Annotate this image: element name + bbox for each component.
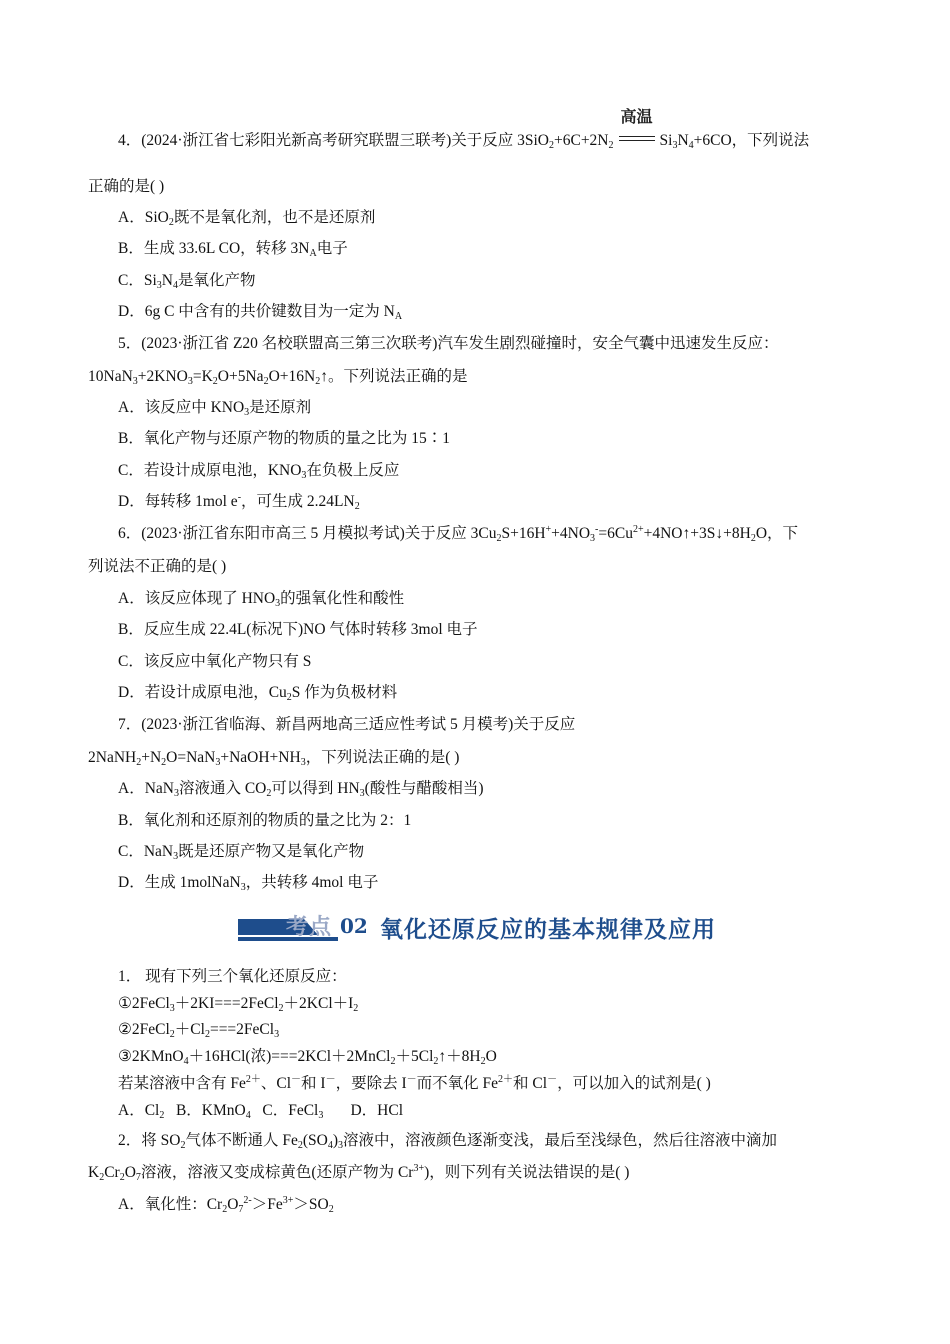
- s2-q1-options: A．$Cl_2$ B．KMnO$_4$ C．FeCl$_3$ D．HCl: [118, 1102, 404, 1121]
- q6-option-a: A．该反应体现了 $HNO_3$的强氧化性和酸性: [118, 590, 405, 609]
- condition-label: 高温: [620, 107, 653, 126]
- q7-option-b: B．氧化剂和还原剂的物质的量之比为 2：1: [118, 812, 412, 829]
- q4-line-1: 4．(2024·浙江省七彩阳光新高考研究联盟三联考)关于反应 $3SiO_2+6C+2N_2$ 高温 $Si_3N_4+6CO$，下列说法: [118, 107, 810, 151]
- s2-q2-line-1: 2．将 $SO_2$气体不断通人 $Fe_2(SO_4)_3$溶液中，溶液颜色逐渐变浅，最后至浅绿色，然后往溶液中滴加: [118, 1132, 778, 1151]
- q5-line-2: $10NaN_3+2KNO_3=K_2O+5Na_2O+16N_2↑$。下列说法正确的是: [88, 368, 468, 387]
- s2-q2-line-2: $K_2Cr_2O_7$溶液，溶液又变成棕黄色(还原产物为 $Cr^{3+}$)，则下列有关说法错误的是( ): [88, 1163, 630, 1183]
- reaction-condition-arrow: [616, 107, 658, 151]
- s2-q1-reaction-3: ③2KMnO$_4$＋16HCl(浓)$===2KCl+2MnCl_2+5Cl_2↑+8H_2O$: [118, 1048, 497, 1067]
- q4-option-a: A．SiO$_2$既不是氧化剂，也不是还原剂: [118, 209, 376, 228]
- q6-option-c: C．该反应中氧化产物只有 S: [118, 653, 312, 670]
- q4-option-c: C．$Si_3N_4$是氧化产物: [118, 272, 256, 291]
- s2-q1-reaction-1: $①2FeCl_3+2KI===2FeCl_2+2KCl+I_2$: [118, 995, 359, 1014]
- text: +6CO，下列说法: [693, 132, 810, 149]
- s2-q2-option-a: A．氧化性：$Cr_2O_7^{2-}>Fe^{3+}>SO_2$: [118, 1195, 334, 1215]
- q4-line-2: 正确的是( ): [88, 178, 165, 195]
- q4-option-b: B．生成 33.6L CO，转移 $3N_A$电子: [118, 240, 348, 259]
- text: N: [677, 132, 689, 149]
- banner-number: 02: [340, 914, 368, 938]
- text: Si: [659, 132, 673, 149]
- q7-line-2: $2NaNH_2+N_2O=NaN_3+NaOH+NH_3$，下列说法正确的是( ): [88, 749, 460, 768]
- section-banner: [238, 905, 758, 945]
- q6-option-b: B．反应生成 22.4L(标况下)NO 气体时转移 3mol 电子: [118, 621, 478, 638]
- q5-line-1: 5．(2023·浙江省 Z20 名校联盟高三第三次联考)汽车发生剧烈碰撞时，安全气囊中迅速发生反应：: [118, 335, 779, 352]
- q5-option-a: A．该反应中 $KNO_3$是还原剂: [118, 399, 312, 418]
- q6-line-2: 列说法不正确的是( ): [88, 558, 227, 575]
- q7-line-1: 7．(2023·浙江省临海、新昌两地高三适应性考试 5 月模考)关于反应: [118, 716, 576, 733]
- q5-option-d: D．每转移 1mol e-，可生成 $2.24LN_2$: [118, 492, 360, 512]
- s2-q1-question: 若某溶液中含有 $Fe^{2+}$、Cl－和 I－，要除去 I－而不氧化 $Fe^{2+}$和 Cl－，可以加入的试剂是( ): [118, 1074, 711, 1092]
- q5-option-b: B．氧化产物与还原产物的物质的量之比为 15∶1: [118, 430, 450, 447]
- banner-kaodian: 考点: [286, 914, 333, 940]
- text: 4．(2024·浙江省七彩阳光新高考研究联盟三联考)关于反应 3SiO: [118, 132, 549, 149]
- q6-option-d: D．若设计成原电池，$Cu_2S$ 作为负极材料: [118, 684, 398, 703]
- s2-q1-reaction-2: $②2FeCl_2+Cl_2===2FeCl_3$: [118, 1021, 280, 1040]
- q7-option-d: D．生成 1molNaN$_3$，共转移 4mol 电子: [118, 874, 379, 893]
- q4-option-d: D．6g C 中含有的共价键数目为一定为 $N_A$: [118, 303, 403, 322]
- q6-line-1: 6．(2023·浙江省东阳市高三 5 月模拟考试)关于反应 $3Cu_2S+16H^++4NO_3^-=6Cu^{2+}+4NO↑+3S↓+8H_2O$，下: [118, 524, 799, 544]
- section-title: 氧化还原反应的基本规律及应用: [380, 917, 716, 943]
- s2-q1-intro: 1． 现有下列三个氧化还原反应：: [118, 968, 347, 985]
- q5-option-c: C．若设计成原电池，$KNO_3$在负极上反应: [118, 462, 400, 481]
- q7-option-a: A．NaN$_3$溶液通入 $CO_2$可以得到 $HN_3$(酸性与醋酸相当): [118, 780, 484, 799]
- text: +6C+2N: [553, 132, 609, 149]
- q7-option-c: C．NaN$_3$既是还原产物又是氧化产物: [118, 843, 365, 862]
